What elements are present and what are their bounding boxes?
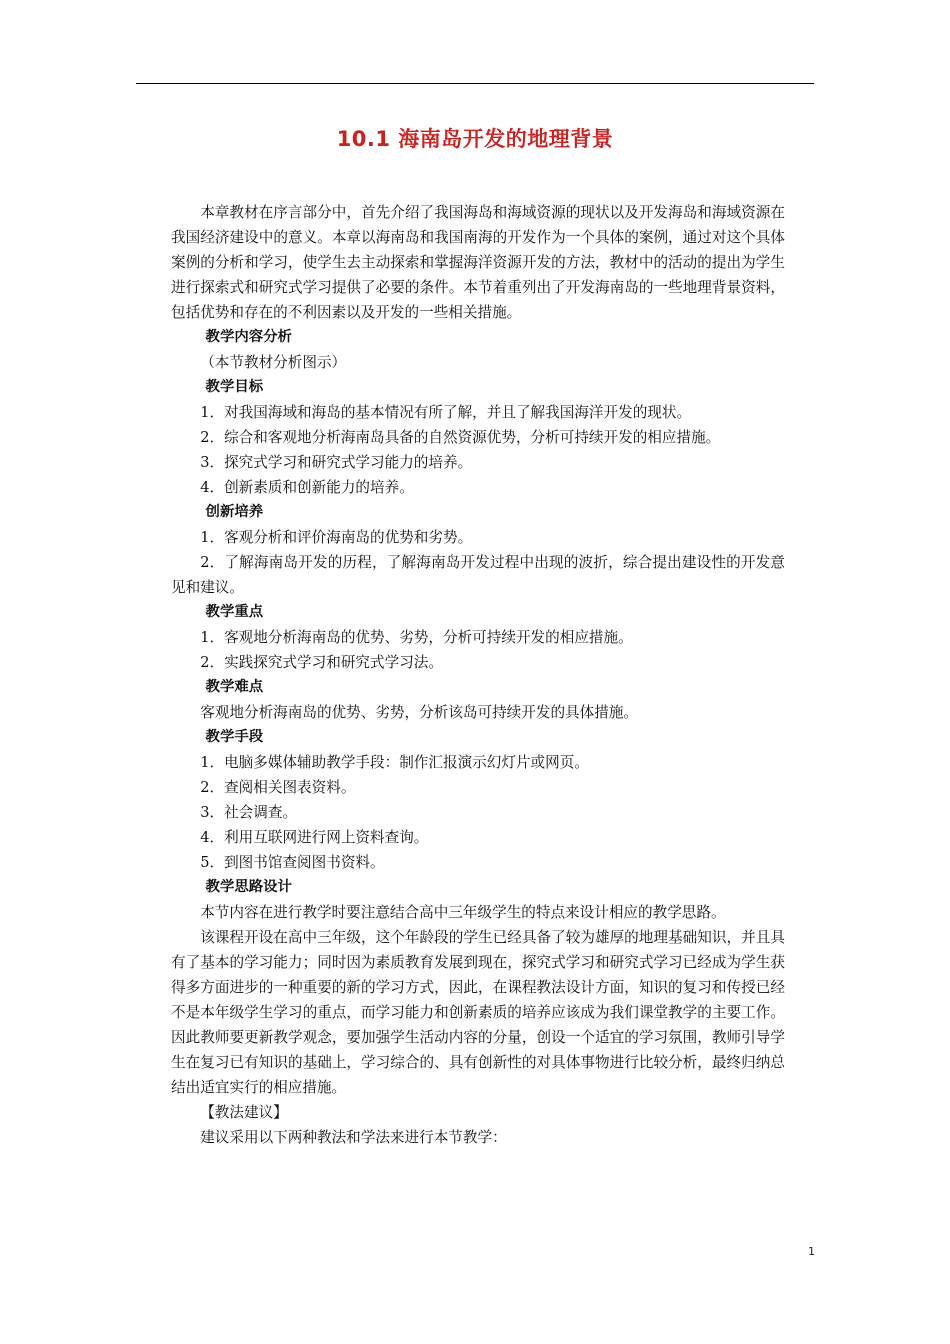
key-point-item: 1．客观地分析海南岛的优势、劣势，分析可持续开发的相应措施。 [200,629,633,646]
content-analysis-heading: 教学内容分析 [205,329,292,345]
method-item: 5．到图书馆查阅图书资料。 [200,854,385,871]
difficulties-heading: 教学难点 [205,679,264,695]
innovation-item: 2．了解海南岛开发的历程，了解海南岛开发过程中出现的波折，综合提出建设性的开发意见和建议。 [171,554,785,596]
design-paragraph-1: 本节内容在进行教学时要注意结合高中三年级学生的特点来设计相应的教学思路。 [200,904,726,921]
method-item: 3．社会调查。 [200,804,298,821]
intro-paragraph: 本章教材在序言部分中，首先介绍了我国海岛和海域资源的现状以及开发海岛和海域资源在我国经济建设中的意义。本章以海南岛和我国南海的开发作为一个具体的案例，通过对这个具体案例的分析和学习，使学生去主动探索和掌握海洋资源开发的方法，教材中的活动的提出为学生进行探索式和研究式学习提供了必要的条件。本节着重列出了开发海南岛的一些地理背景资料，包括优势和存在的不利因素以及开发的一些相关措施。 [171,204,785,321]
suggestion-heading: 【教法建议】 [200,1104,288,1121]
design-paragraph-2: 该课程开设在高中三年级，这个年龄段的学生已经具备了较为雄厚的地理基础知识，并且具有了基本的学习能力；同时因为素质教育发展到现在，探究式学习和研究式学习已经成为学生获得多方面进步的一种重要的新的学习方式，因此，在课程教法设计方面，知识的复习和传授已经不是本年级学生学习的重点，而学习能力和创新素质的培养应该成为我们课堂教学的主要工作。因此教师要更新教学观念，要加强学生活动内容的分量，创设一个适宜的学习氛围，教师引导学生在复习已有知识的基础上，学习综合的、具有创新性的对具体事物进行比较分析，最终归纳总结出适宜实行的相应措施。 [171,929,785,1096]
innovation-item: 1．客观分析和评价海南岛的优势和劣势。 [200,529,473,546]
key-point-item: 2．实践探究式学习和研究式学习法。 [200,654,443,671]
method-item: 4．利用互联网进行网上资料查询。 [200,829,429,846]
objective-item: 3．探究式学习和研究式学习能力的培养。 [200,454,473,471]
key-points-heading: 教学重点 [205,604,264,620]
innovation-heading: 创新培养 [205,504,264,520]
objective-item: 4．创新素质和创新能力的培养。 [200,479,414,496]
difficulties-text: 客观地分析海南岛的优势、劣势，分析该岛可持续开发的具体措施。 [200,704,639,721]
design-heading: 教学思路设计 [205,879,292,895]
objective-item: 1．对我国海域和海岛的基本情况有所了解，并且了解我国海洋开发的现状。 [200,404,692,421]
objective-item: 2．综合和客观地分析海南岛具备的自然资源优势，分析可持续开发的相应措施。 [200,429,721,446]
content-analysis-note: （本节教材分析图示） [200,354,347,371]
document-body [171,200,785,1150]
page-title: 10.1 海南岛开发的地理背景 [336,127,614,151]
method-item: 2．查阅相关图表资料。 [200,779,356,796]
methods-heading: 教学手段 [205,729,264,745]
objectives-heading: 教学目标 [205,379,264,395]
suggestion-text: 建议采用以下两种教法和学法来进行本节教学： [200,1129,507,1146]
page-number: 1 [808,1245,815,1258]
method-item: 1．电脑多媒体辅助教学手段：制作汇报演示幻灯片或网页。 [200,754,589,771]
header-rule [136,83,814,84]
